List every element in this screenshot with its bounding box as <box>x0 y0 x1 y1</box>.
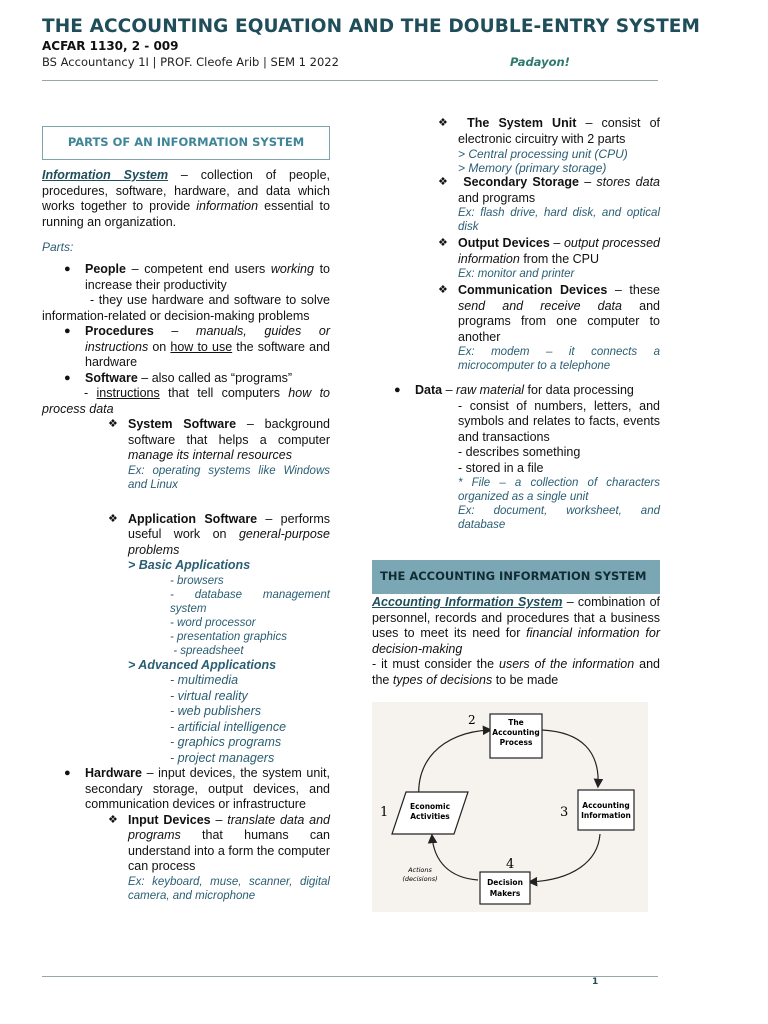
step-number-3: 3 <box>560 805 569 820</box>
actions-label-2: (decisions) <box>402 875 438 883</box>
info-label-2: Information <box>581 811 631 820</box>
bullet-icon: ● <box>64 371 71 384</box>
accounting-cycle-diagram <box>372 702 648 912</box>
diamond-bullet-icon: ❖ <box>108 813 118 826</box>
data-item: ● Data – raw material for data processing - consist of numbers, letters, and symbols and relates to facts, events and transactions - describes something - stored in a file * File – a collection of characters organized as a single unit Ex: document, worksheet, and database <box>394 383 660 531</box>
section-heading-ais: THE ACCOUNTING INFORMATION SYSTEM <box>372 560 660 594</box>
process-label-1: The <box>508 718 524 727</box>
basic-apps-label: > Basic Applications <box>128 558 251 572</box>
step-number-2: 2 <box>468 713 476 727</box>
is-definition: Information System – collection of people, procedures, software, hardware, and data which works together to provide information essential to running an organization. <box>42 168 331 229</box>
arrow-makers-to-econ <box>432 836 478 880</box>
decision-makers-box <box>480 872 530 904</box>
list-item-secondary-storage: ❖ Secondary Storage – stores data and programs Ex: flash drive, hard disk, and optical disk <box>438 175 660 233</box>
list-item: - presentation graphics <box>170 630 287 643</box>
step-number-1: 1 <box>380 805 389 820</box>
diamond-bullet-icon: ❖ <box>438 117 448 129</box>
ais-term: Accounting Information System <box>372 595 563 609</box>
parts-label: Parts: <box>42 240 74 254</box>
section-heading-parts: PARTS OF AN INFORMATION SYSTEM <box>42 126 330 160</box>
decision-label-1: Decision <box>487 878 523 887</box>
bullet-icon: ● <box>64 325 71 337</box>
basic-apps-list <box>170 574 330 658</box>
motto: Padayon! <box>510 55 570 69</box>
hardware-continued <box>438 116 660 373</box>
list-item-hardware: ● Hardware – input devices, the system unit, secondary storage, output devices, and communication devices or infrastructure <box>64 766 330 811</box>
econ-label-2: Activities <box>410 812 450 821</box>
list-item: - web publishers <box>170 704 262 718</box>
bullet-icon: ● <box>394 384 401 396</box>
process-label-2: Accounting <box>492 728 540 737</box>
advanced-apps-label: > Advanced Applications <box>128 657 277 672</box>
course-subtitle: BS Accountancy 1I | PROF. Cleofe Arib | SEM 1 2022 <box>42 55 339 69</box>
page-number: 1 <box>592 977 599 987</box>
list-item-system-software: ❖ System Software – background software that helps a computer manage its internal resources Ex: operating systems like Windows and Linux <box>108 417 330 491</box>
list-item-procedures: ● Procedures – manuals, guides or instructions on how to use the software and hardware <box>64 324 330 369</box>
list-item-communication-devices: ❖ Communication Devices – these send and receive data and programs from one computer to another Ex: modem – it connects a microcomputer to a telephone <box>438 283 660 372</box>
parts-list <box>42 262 330 903</box>
decision-label-2: Makers <box>489 889 521 898</box>
ais-definition: Accounting Information System – combination of personnel, records and procedures that a business uses to meet its need for financial information for decision-making <box>372 595 660 656</box>
course-code: ACFAR 1130, 2 - 009 <box>42 39 179 53</box>
diamond-bullet-icon: ❖ <box>438 237 448 249</box>
left-column <box>42 126 330 254</box>
list-item: - database management system <box>170 588 330 615</box>
list-item-application-software: ❖ Application Software – performs useful work on general-purpose problems <box>108 511 330 557</box>
bullet-icon: ● <box>64 263 71 275</box>
cycle-diagram-svg <box>372 702 648 912</box>
accounting-information-box <box>578 790 634 830</box>
list-item-data: ● Data – raw material for data processing <box>394 383 634 397</box>
arrow-info-to-makers <box>530 834 600 882</box>
diamond-bullet-icon: ❖ <box>438 284 448 296</box>
document-title: THE ACCOUNTING EQUATION AND THE DOUBLE-ENTRY SYSTEM <box>42 16 701 37</box>
is-term: Information System <box>42 168 169 182</box>
diamond-bullet-icon: ❖ <box>108 512 118 525</box>
arrow-process-to-info <box>542 730 598 786</box>
file-definition: * File – a collection of characters organized as a single unit <box>458 477 660 503</box>
list-item: - virtual reality <box>170 688 248 703</box>
list-item: - artificial intelligence <box>170 719 287 734</box>
info-label-1: Accounting <box>582 801 630 810</box>
list-item: - browsers <box>170 574 224 587</box>
list-item-output-devices: ❖ Output Devices – output processed information from the CPU Ex: monitor and printer <box>438 236 660 280</box>
list-item: - graphics programs <box>170 735 282 749</box>
list-item: - spreadsheet <box>170 644 244 657</box>
list-item: - word processor <box>170 616 256 629</box>
actions-label-1: Actions <box>408 866 432 874</box>
header-divider <box>42 80 658 81</box>
list-item-software: ● Software – also called as “programs” - instructions that tell computers how to process data <box>42 370 330 416</box>
process-label-3: Process <box>499 738 533 747</box>
list-item-system-unit: ❖ The System Unit – consist of electronic circuitry with 2 parts > Central processing unit (CPU) > Memory (primary storage) <box>438 116 660 175</box>
list-item: - project managers <box>170 750 275 765</box>
step-number-4: 4 <box>506 857 515 872</box>
bullet-icon: ● <box>64 767 71 779</box>
list-item-input-devices: ❖ Input Devices – translate data and programs that humans can understand into a form the computer can process Ex: keyboard, muse, scanner, digital camera, and microphone <box>108 812 330 902</box>
list-item-people: ● People – competent end users working to increase their productivity - they use hardware and software to solve information-related or decision-making problems <box>42 262 331 323</box>
diamond-bullet-icon: ❖ <box>438 176 448 188</box>
footer-divider <box>42 976 658 977</box>
econ-label-1: Economic <box>409 802 451 811</box>
list-item: - multimedia <box>170 673 239 687</box>
ais-section: THE ACCOUNTING INFORMATION SYSTEM Accounting Information System – combination of personnel, records and procedures that a business uses to meet its need for financial information for decision-making - it must consider the users of the information and the types of decisions to be made <box>372 560 660 688</box>
diamond-bullet-icon: ❖ <box>108 418 118 430</box>
advanced-apps-list <box>170 673 330 766</box>
